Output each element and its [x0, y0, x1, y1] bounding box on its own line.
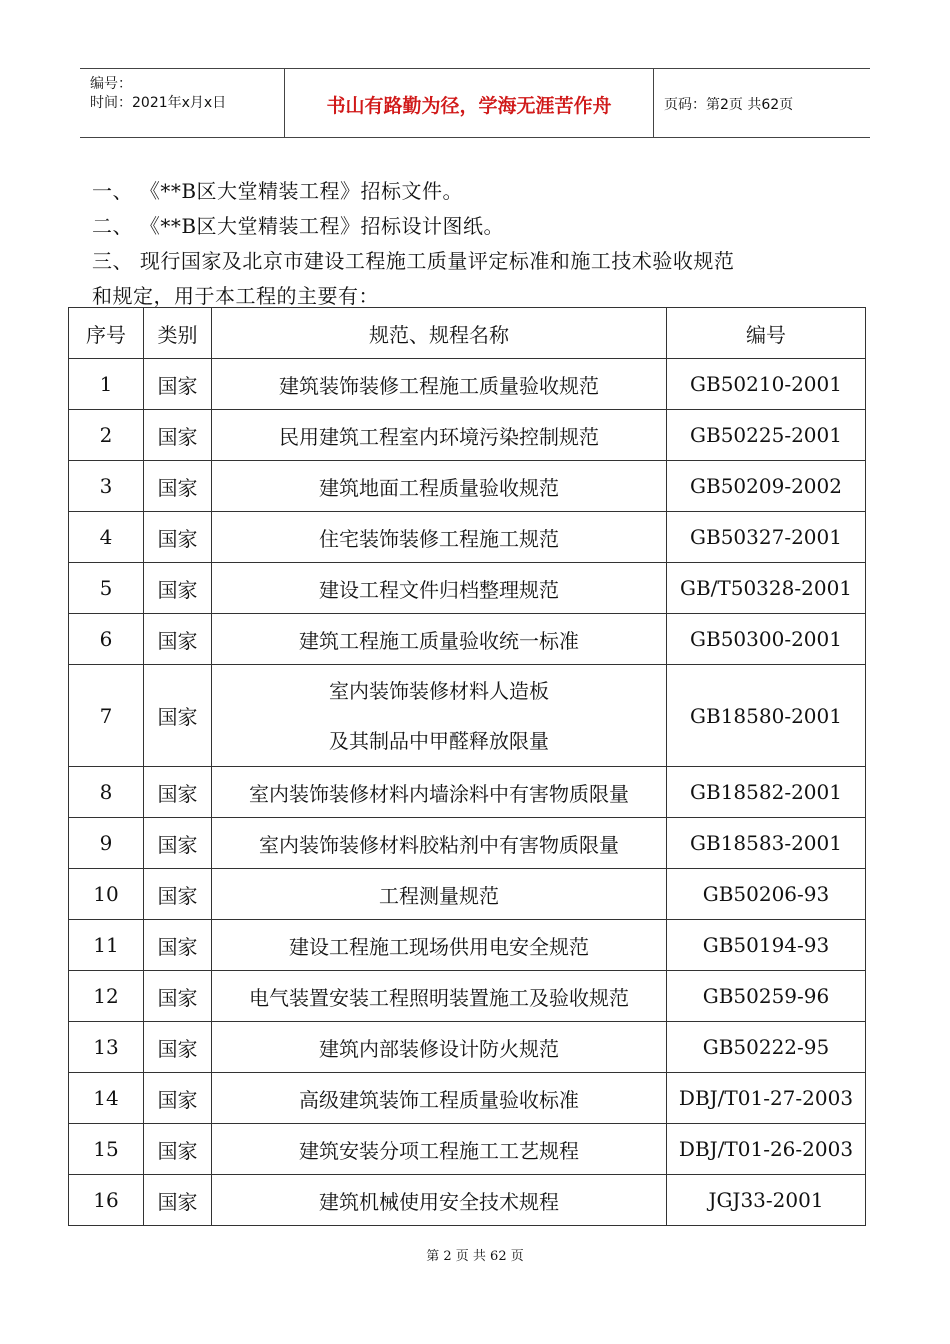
row-category: 国家 — [144, 410, 212, 461]
row-number: 13 — [69, 1022, 144, 1073]
row-number: 4 — [69, 512, 144, 563]
standards-table — [68, 307, 866, 1226]
row-name: 建筑工程施工质量验收统一标准 — [212, 614, 667, 665]
intro-line-2: 二、 《**B区大堂精装工程》招标设计图纸。 — [92, 214, 505, 238]
row-category: 国家 — [144, 1073, 212, 1124]
table-row — [69, 512, 866, 563]
intro-line-3: 三、 现行国家及北京市建设工程施工质量评定标准和施工技术验收规范 — [92, 249, 735, 273]
intro-line-4: 和规定，用于本工程的主要有： — [92, 284, 379, 308]
table-row — [69, 920, 866, 971]
row-category: 国家 — [144, 359, 212, 410]
row-number: 8 — [69, 767, 144, 818]
row-name: 建筑机械使用安全技术规程 — [212, 1175, 667, 1226]
header-motto-cell — [284, 69, 654, 137]
row-name: 室内装饰装修材料内墙涂料中有害物质限量 — [212, 767, 667, 818]
table-row — [69, 359, 866, 410]
row-code: GB50327-2001 — [667, 512, 866, 563]
row-code: JGJ33-2001 — [667, 1175, 866, 1226]
page-header — [80, 68, 870, 138]
row-category: 国家 — [144, 461, 212, 512]
row-category: 国家 — [144, 665, 212, 767]
table-row — [69, 563, 866, 614]
table-row — [69, 410, 866, 461]
row-category: 国家 — [144, 920, 212, 971]
intro-line-1: 一、 《**B区大堂精装工程》招标文件。 — [92, 179, 464, 203]
row-code: GB50300-2001 — [667, 614, 866, 665]
row-code: GB18580-2001 — [667, 665, 866, 767]
row-category: 国家 — [144, 1175, 212, 1226]
table-row — [69, 818, 866, 869]
row-category: 国家 — [144, 614, 212, 665]
header-page-label: 页码：第2页 共62页 — [664, 97, 794, 113]
row-number: 10 — [69, 869, 144, 920]
row-code: GB50206-93 — [667, 869, 866, 920]
row-name-line-1: 室内装饰装修材料人造板 — [329, 678, 549, 703]
row-code: GB50225-2001 — [667, 410, 866, 461]
row-name: 建设工程施工现场供用电安全规范 — [212, 920, 667, 971]
row-name: 建设工程文件归档整理规范 — [212, 563, 667, 614]
row-code: DBJ/T01-26-2003 — [667, 1124, 866, 1175]
table-row — [69, 1124, 866, 1175]
row-code: GB50194-93 — [667, 920, 866, 971]
table-row — [69, 1022, 866, 1073]
column-header-number: 序号 — [69, 308, 144, 359]
row-code: GB50259-96 — [667, 971, 866, 1022]
column-header-code: 编号 — [667, 308, 866, 359]
table-row — [69, 767, 866, 818]
row-name: 建筑装饰装修工程施工质量验收规范 — [212, 359, 667, 410]
row-name: 室内装饰装修材料胶粘剂中有害物质限量 — [212, 818, 667, 869]
row-name: 电气装置安装工程照明装置施工及验收规范 — [212, 971, 667, 1022]
row-number: 9 — [69, 818, 144, 869]
document-number-label: 编号： — [90, 76, 132, 92]
row-name: 建筑内部装修设计防火规范 — [212, 1022, 667, 1073]
header-page-cell — [652, 69, 870, 137]
table-row — [69, 971, 866, 1022]
table-row — [69, 869, 866, 920]
row-name-line-2: 及其制品中甲醛释放限量 — [329, 728, 549, 753]
row-category: 国家 — [144, 1124, 212, 1175]
row-number: 6 — [69, 614, 144, 665]
row-category: 国家 — [144, 869, 212, 920]
row-code: DBJ/T01-27-2003 — [667, 1073, 866, 1124]
row-code: GB18582-2001 — [667, 767, 866, 818]
row-name — [212, 665, 667, 767]
row-code: GB50209-2002 — [667, 461, 866, 512]
row-number: 12 — [69, 971, 144, 1022]
table-row — [69, 665, 866, 767]
row-code: GB50210-2001 — [667, 359, 866, 410]
row-number: 14 — [69, 1073, 144, 1124]
column-header-name: 规范、规程名称 — [212, 308, 667, 359]
row-number: 5 — [69, 563, 144, 614]
table-row — [69, 1175, 866, 1226]
row-name: 工程测量规范 — [212, 869, 667, 920]
document-date-label: 时间：2021年x月x日 — [90, 95, 227, 111]
header-meta-cell — [80, 69, 284, 137]
row-category: 国家 — [144, 1022, 212, 1073]
table-header-row — [69, 308, 866, 359]
table-row — [69, 614, 866, 665]
column-header-category: 类别 — [144, 308, 212, 359]
row-category: 国家 — [144, 563, 212, 614]
header-motto: 书山有路勤为径，学海无涯苦作舟 — [326, 95, 612, 117]
row-code: GB/T50328-2001 — [667, 563, 866, 614]
row-number: 15 — [69, 1124, 144, 1175]
row-name: 住宅装饰装修工程施工规范 — [212, 512, 667, 563]
page-footer: 第 2 页 共 62 页 — [426, 1249, 524, 1264]
row-code: GB50222-95 — [667, 1022, 866, 1073]
row-name: 建筑安装分项工程施工工艺规程 — [212, 1124, 667, 1175]
row-category: 国家 — [144, 767, 212, 818]
row-name: 民用建筑工程室内环境污染控制规范 — [212, 410, 667, 461]
row-name: 高级建筑装饰工程质量验收标准 — [212, 1073, 667, 1124]
table-row — [69, 461, 866, 512]
row-number: 3 — [69, 461, 144, 512]
table-row — [69, 1073, 866, 1124]
row-name: 建筑地面工程质量验收规范 — [212, 461, 667, 512]
row-number: 2 — [69, 410, 144, 461]
row-code: GB18583-2001 — [667, 818, 866, 869]
row-category: 国家 — [144, 971, 212, 1022]
row-category: 国家 — [144, 818, 212, 869]
row-number: 11 — [69, 920, 144, 971]
row-category: 国家 — [144, 512, 212, 563]
row-number: 16 — [69, 1175, 144, 1226]
row-number: 1 — [69, 359, 144, 410]
row-number: 7 — [69, 665, 144, 767]
